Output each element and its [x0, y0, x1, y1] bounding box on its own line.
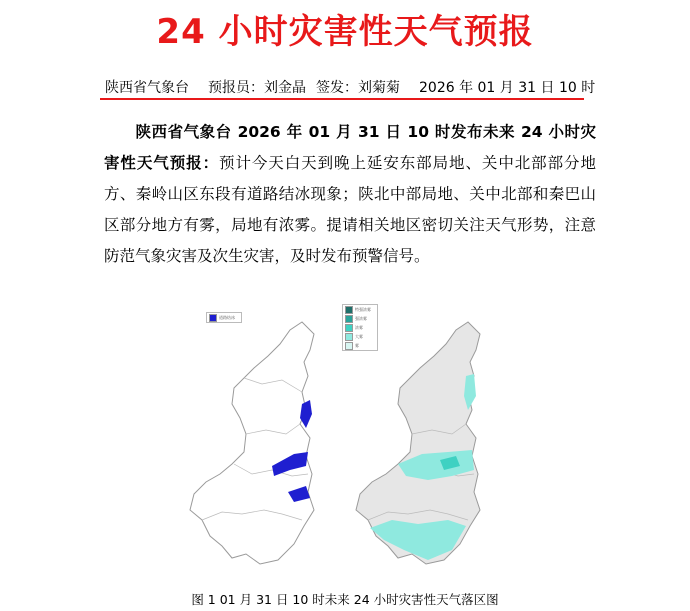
legend-fog-label-2: 强浓雾	[355, 315, 367, 321]
agency-name: 陕西省气象台	[105, 80, 189, 96]
forecaster-name: 预报员：刘金晶	[208, 80, 306, 96]
forecast-detail: 预计今天白天到晚上延安东部局地、关中北部部分地方、秦岭山区东段有道路结冰现象；陕北中部局地、关中北部和秦巴山区部分地方有雾，局地有浓雾。提请相关地区密切关注天气形势，注意防范气象灾害及次生灾害，及时发布预警信号。	[104, 154, 596, 265]
legend-fog-label-1: 特强浓雾	[355, 306, 371, 312]
forecast-title: 24 小时灾害性天气预报	[156, 12, 534, 52]
legend-fog-label-4: 大雾	[355, 333, 363, 339]
fog-area-south	[370, 520, 466, 560]
legend-fog-swatch-1	[345, 306, 353, 314]
forecast-body	[104, 117, 596, 272]
legend-fog-swatch-5	[345, 342, 353, 350]
issuer-name: 签发：刘菊菊	[316, 80, 400, 96]
forecast-maps	[180, 300, 510, 585]
figure-caption: 图 1 01 月 31 日 10 时未来 24 小时灾害性天气落区图	[191, 592, 499, 607]
fog-map	[348, 314, 508, 574]
issue-datetime: 2026 年 01 月 31 日 10 时	[419, 80, 596, 96]
legend-fog-swatch-2	[345, 315, 353, 323]
province-outline-left	[190, 322, 314, 564]
right-map-legend	[342, 304, 378, 351]
legend-fog-swatch-3	[345, 324, 353, 332]
legend-fog-label-5: 雾	[355, 342, 359, 348]
left-map-legend	[206, 312, 242, 323]
legend-ice-swatch	[209, 314, 217, 322]
legend-fog-label-3: 浓雾	[355, 324, 363, 330]
legend-ice-label: 道路结冰	[219, 314, 235, 320]
forecast-lead: 陕西省气象台 2026 年 01 月 31 日 10 时发布未来 24 小时灾害性天气预报：	[104, 123, 596, 172]
road-icing-map	[182, 314, 342, 574]
legend-fog-swatch-4	[345, 333, 353, 341]
header-divider	[100, 98, 584, 100]
